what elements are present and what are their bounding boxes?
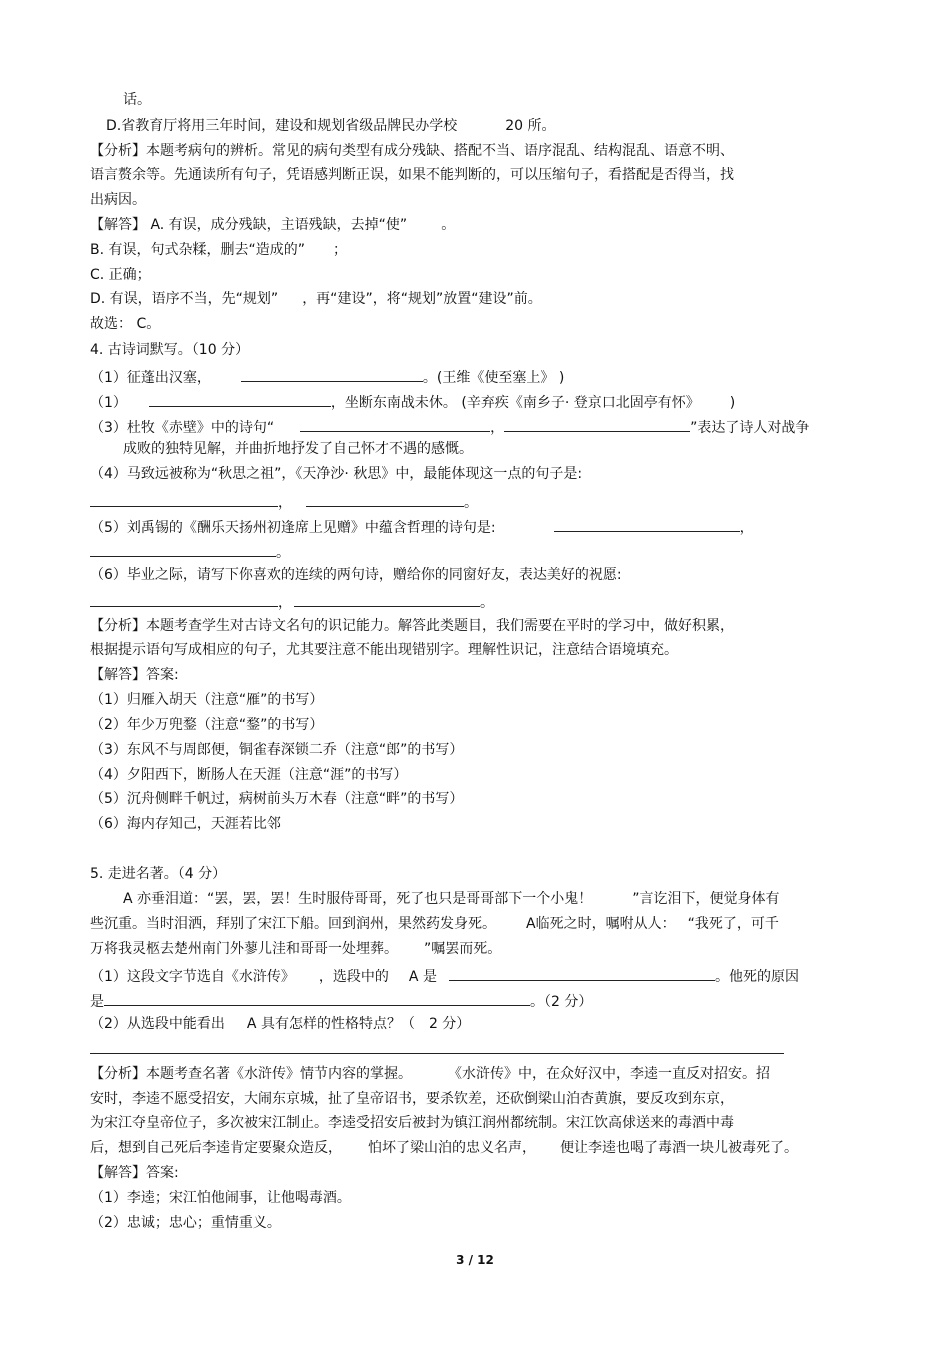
q3-analysis-line-2: 语言赘余等。先通读所有句子，凭语感判断正误，如果不能判断的，可以压缩句子，看搭配是否得当，找: [90, 167, 734, 183]
q4-answer-heading: 【解答】答案:: [90, 667, 179, 683]
q3-answer-c: C. 正确；: [90, 267, 151, 283]
q5-analysis-line-3: 为宋江夺皇帝位子，多次被宋江制止。李逵受招安后被封为镇江润州都统制。宋江饮高俅送来的毒酒中毒: [90, 1115, 734, 1131]
q5-item-1-reason: 是 。（2 分）: [90, 990, 592, 1011]
q5-passage-line-1: A 亦垂泪道：“罢，罢，罢！生时服侍哥哥，死了也只是哥哥部下一个小鬼！ ”言讫泪下，便觉身体有: [123, 891, 780, 907]
q5-answer-heading: 【解答】答案:: [90, 1165, 179, 1181]
answer-blank[interactable]: [90, 541, 276, 557]
q4-title: 4. 古诗词默写。（10 分）: [90, 342, 250, 358]
answer-blank[interactable]: [504, 416, 690, 432]
q4-answer-3: （3）东风不与周郎便，铜雀春深锁二乔（注意“郎”的书写）: [90, 742, 464, 758]
q4-item-3: （3）杜牧《赤壁》中的诗句“ ， ”表达了诗人对战争: [90, 416, 809, 437]
answer-blank[interactable]: [104, 990, 530, 1006]
q5-passage-line-3: 万将我灵柩去楚州南门外蓼儿洼和哥哥一处埋葬。 ”嘱罢而死。: [90, 941, 502, 957]
q3-answer-d: D. 有误，语序不当，先“规划” ，再“建设”，将“规划”放置“建设”前。: [90, 291, 542, 307]
q4-answer-2: （2）年少万兜鍪（注意“鍪”的书写）: [90, 717, 324, 733]
q5-analysis-line-1: 【分析】本题考查名著《水浒传》情节内容的掌握。 《水浒传》中，在众好汉中，李逵一直反对招安。招: [90, 1066, 770, 1082]
q4-answer-5: （5）沉舟侧畔千帆过，病树前头万木春（注意“畔”的书写）: [90, 791, 464, 807]
q4-analysis-line-2: 根据提示语句写成相应的句子，尤其要注意不能出现错别字。理解性识记，注意结合语境填充。: [90, 642, 678, 658]
q5-answer-1: （1）李逵；宋江怕他闹事，让他喝毒酒。: [90, 1190, 351, 1206]
answer-blank[interactable]: [241, 366, 423, 382]
q3-option-d: D.省教育厅将用三年时间，建设和规划省级品牌民办学校 20 所。: [106, 118, 556, 134]
q4-item-1: （1）征蓬出汉塞， 。(王维《使至塞上》 ): [90, 366, 564, 387]
q3-final-choice: 故选： C。: [90, 316, 161, 332]
q4-item-6: （6）毕业之际，请写下你喜欢的连续的两句诗，赠给你的同窗好友，表达美好的祝愿:: [90, 567, 622, 583]
q5-analysis-line-2: 安时，李逵不愿受招安，大闹东京城，扯了皇帝诏书，要杀钦差，还砍倒梁山泊杏黄旗，要反攻到东京，: [90, 1091, 734, 1107]
q5-item-2: （2）从选段中能看出 A 具有怎样的性格特点？（ 2 分）: [90, 1016, 471, 1032]
q5-item-1: （1）这段文字节选自《水浒传》 ，选段中的 A 是 。他死的原因: [90, 965, 799, 986]
q4-answer-1: （1）归雁入胡天（注意“雁”的书写）: [90, 692, 324, 708]
answer-blank[interactable]: [149, 391, 331, 407]
q4-item-5: （5）刘禹锡的《酬乐天扬州初逢席上见赠》中蕴含哲理的诗句是: ，: [90, 516, 754, 537]
q3-analysis-line-3: 出病因。: [90, 192, 146, 208]
answer-blank[interactable]: [294, 591, 480, 607]
q5-analysis-line-4: 后，想到自己死后李逵肯定要聚众造反， 怕坏了梁山泊的忠义名声， 便让李逵也喝了毒酒一块儿被毒死了。: [90, 1140, 798, 1156]
q4-analysis-line-1: 【分析】本题考查学生对古诗文名句的识记能力。解答此类题目，我们需要在平时的学习中，做好积累，: [90, 618, 734, 634]
q3-answer-b: B. 有误，句式杂糅，删去“造成的” ；: [90, 242, 348, 258]
page-number: 3 / 12: [456, 1253, 494, 1267]
q5-answer-2: （2）忠诚；忠心；重情重义。: [90, 1215, 281, 1231]
q5-passage-line-2: 些沉重。当时泪洒，拜别了宋江下船。回到润州，果然药发身死。 A临死之时，嘱咐从人： “我死了，可千: [90, 916, 779, 932]
q3-analysis-line-1: 【分析】本题考病句的辨析。常见的病句类型有成分残缺、搭配不当、语序混乱、结构混乱、语意不明、: [90, 143, 734, 159]
q4-item-6-blanks: ， 。: [90, 591, 494, 612]
q3-continuation: 话。: [123, 92, 151, 108]
q5-title: 5. 走进名著。（4 分）: [90, 866, 227, 882]
q4-item-4-blanks: ， 。: [90, 491, 478, 512]
answer-blank[interactable]: [90, 491, 278, 507]
answer-blank[interactable]: [449, 965, 715, 981]
q4-item-5-blank: 。: [90, 541, 290, 562]
answer-blank[interactable]: [90, 591, 278, 607]
q3-answer-a: 【解答】 A. 有误，成分残缺，主语残缺，去掉“使” 。: [90, 217, 456, 233]
answer-line[interactable]: [90, 1053, 784, 1054]
q4-item-2: （1） ，坐断东南战未休。 (辛弃疾《南乡子· 登京口北固亭有怀》 ): [90, 391, 735, 412]
answer-blank[interactable]: [554, 516, 740, 532]
q4-item-4: （4）马致远被称为“秋思之祖”，《天净沙· 秋思》中，最能体现这一点的句子是:: [90, 466, 583, 482]
answer-blank[interactable]: [300, 416, 490, 432]
q4-answer-4: （4）夕阳西下，断肠人在天涯（注意“涯”的书写）: [90, 767, 408, 783]
q4-item-3-continuation: 成败的独特见解，并曲折地抒发了自己怀才不遇的感慨。: [123, 441, 473, 457]
answer-blank[interactable]: [306, 491, 464, 507]
q4-answer-6: （6）海内存知己，天涯若比邻: [90, 816, 281, 832]
